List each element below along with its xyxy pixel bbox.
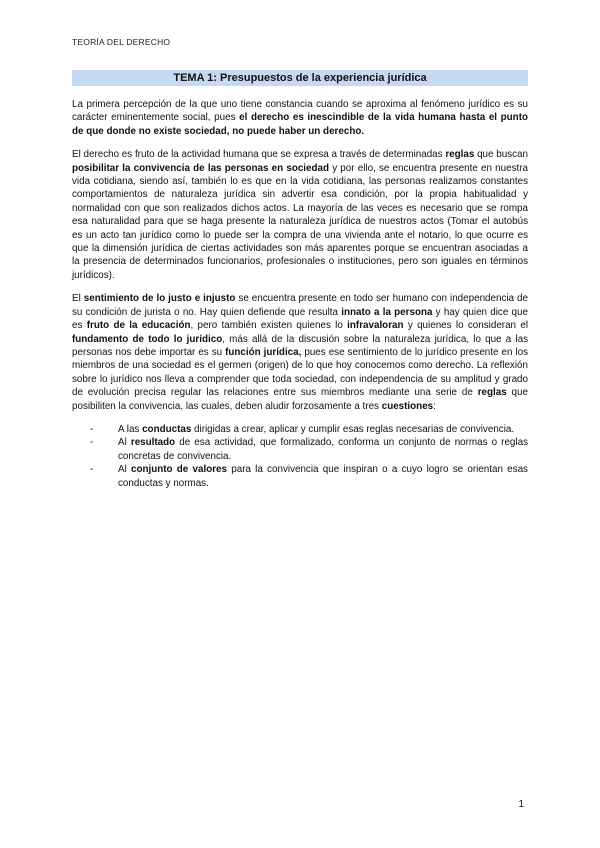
bold-run: reglas xyxy=(445,149,475,161)
text-run: de esa actividad, que formalizado, conforma un conjunto de normas o reglas concretas de convivencia. xyxy=(118,437,528,462)
text-run: Al xyxy=(118,464,131,476)
bold-run: fruto de la educación xyxy=(86,320,191,332)
text-run: y hay quien dice que es xyxy=(72,306,528,332)
text-run: El xyxy=(72,293,84,305)
list-item xyxy=(72,436,528,463)
text-run: A las xyxy=(118,423,143,435)
text-run: que posibiliten la convivencia, las cuales, deben aludir forzosamente a tres xyxy=(72,387,528,412)
bold-run: el derecho es inescindible de la vida humana hasta el punto de que donde no existe sociedad, no puede haber un derecho. xyxy=(72,112,528,137)
bullet-list xyxy=(72,423,528,490)
list-item xyxy=(72,423,528,436)
bold-run: conductas xyxy=(142,423,192,435)
page-number: 1 xyxy=(518,799,524,810)
text-run: , más allá de la discusión sobre la naturaleza jurídica, lo que a las personas nos debe importar es su xyxy=(72,333,528,358)
bold-run: cuestiones xyxy=(381,400,434,412)
paragraph-justice xyxy=(72,292,528,413)
text-run: y por ello, se encuentra presente en nuestra vida cotidiana, siendo así, también lo es que en la vida cotidiana, las personas realizamos constantes comportamientos de naturaleza jurídica sin advertir esa condición, por la propia habitualidad y normalidad con que son realizados dichos actos. La mayoría de las veces es necesario que se rompa esa naturalidad para que se haga presente la naturaleza jurídica de nuestros actos (Tomar el autobús es un acto tan jurídico como lo puede ser la compra de una vivienda ante el notario, lo que ocurre es que la dimensión jurídica de ciertas actividades son más aparentes porque se encuentran asociadas a la presencia de determinados funcionarios, profesionales o instituciones, pero son iguales en términos jurídicos). xyxy=(72,162,528,281)
text-run: que buscan xyxy=(474,149,528,161)
text-run: Al xyxy=(118,437,131,449)
body-text xyxy=(72,98,528,490)
paragraph-intro xyxy=(72,98,528,138)
paragraph-rules xyxy=(72,148,528,282)
bold-run: fundamento de todo lo jurídico xyxy=(72,333,223,345)
list-marker: - xyxy=(90,464,94,476)
list-marker: - xyxy=(90,423,94,435)
list-item xyxy=(72,463,528,490)
bold-run: reglas xyxy=(477,387,507,399)
text-run: El derecho es fruto de la actividad humana que se expresa a través de determinadas xyxy=(72,149,446,161)
list-marker: - xyxy=(90,437,94,449)
bold-run: función jurídica, xyxy=(225,346,302,358)
text-run: para la convivencia que inspiran o a cuyo logro se orientan esas conductas y normas. xyxy=(118,464,528,489)
bold-run: infravaloran xyxy=(347,320,404,332)
bold-run: conjunto de valores xyxy=(131,464,227,476)
bold-run: innato a la persona xyxy=(341,306,433,318)
text-run: : xyxy=(433,400,436,412)
text-run: La primera percepción de la que uno tiene constancia cuando se aproxima al fenómeno jurídico es su carácter eminentemente social, pues xyxy=(72,99,528,124)
text-run: dirigidas a crear, aplicar y cumplir esas reglas necesarias de convivencia. xyxy=(191,423,515,435)
running-header: TEORÍA DEL DERECHO xyxy=(72,37,171,47)
text-run: , pero también existen quienes lo xyxy=(190,320,348,332)
text-run: y quienes lo consideran el xyxy=(403,320,529,332)
bold-run: sentimiento de lo justo e injusto xyxy=(83,293,236,305)
section-title: TEMA 1: Presupuestos de la experiencia jurídica xyxy=(72,70,528,86)
text-run: se encuentra presente en todo ser humano con independencia de su condición de jurista o no. Hay quien defiende que resulta xyxy=(72,293,528,318)
bold-run: posibilitar la convivencia de las personas en sociedad xyxy=(72,162,330,174)
text-run: pues ese sentimiento de lo jurídico presente en los miembros de una sociedad es el germen (origen) de lo que hoy conocemos como derecho. La reflexión sobre lo jurídico nos lleva a comprender que toda sociedad, con independencia de su amplitud y grado de evolución precisa regular las relaciones entre sus miembros mediante una serie de xyxy=(72,346,528,399)
bold-run: resultado xyxy=(130,437,176,449)
